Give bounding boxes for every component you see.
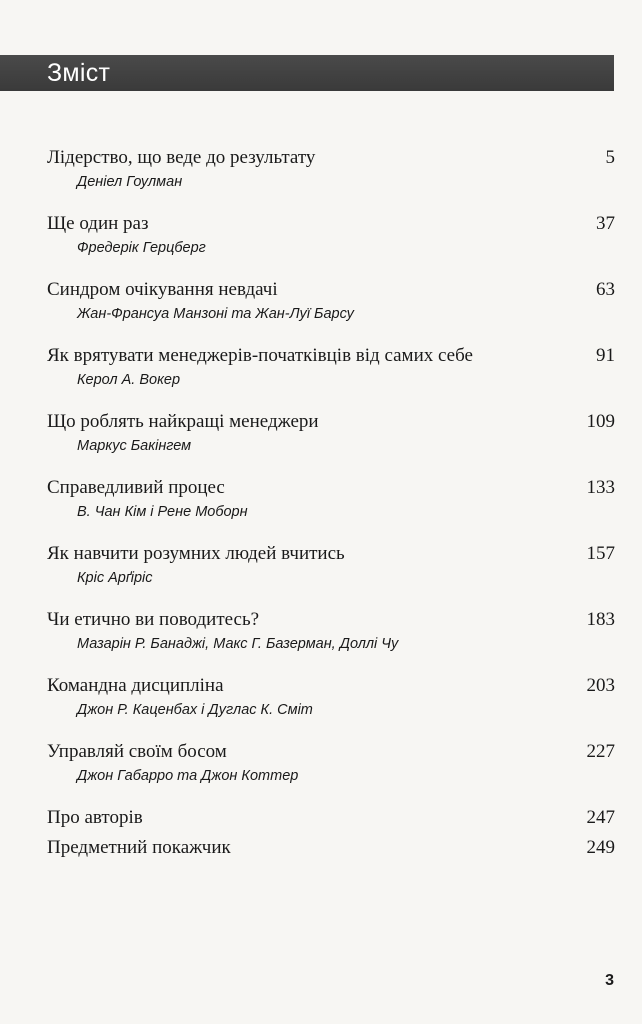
- toc-entry-title: Про авторів: [47, 807, 143, 828]
- toc-entry-author: Керол А. Вокер: [77, 372, 181, 388]
- toc-entry-page: 227: [586, 741, 615, 762]
- toc-entry-author: Жан-Франсуа Манзоні та Жан-Луї Барсу: [77, 306, 354, 322]
- toc-entry[interactable]: [47, 740, 615, 786]
- toc-entry[interactable]: [47, 608, 615, 654]
- toc-entry-page: 5: [605, 147, 615, 168]
- toc-entry-author: Деніел Гоулман: [77, 174, 183, 190]
- toc-entry-title: Справедливий процес: [47, 477, 225, 498]
- toc-entry-title: Як врятувати менеджерів-початківців від самих себе: [47, 345, 473, 366]
- toc-entry[interactable]: [47, 344, 615, 390]
- toc-entry-author: Мазарін Р. Банаджі, Макс Г. Базерман, Доллі Чу: [77, 636, 399, 652]
- toc-entry-author: В. Чан Кім і Рене Моборн: [77, 504, 248, 520]
- page-number: 3: [605, 972, 614, 989]
- toc-entry-title: Командна дисципліна: [47, 675, 224, 696]
- toc-entry[interactable]: [47, 212, 615, 258]
- toc-entry-page: 249: [586, 837, 615, 858]
- toc-entry-title: Предметний покажчик: [47, 837, 231, 858]
- toc-entry-title: Що роблять найкращі менеджери: [47, 411, 319, 432]
- toc-entry[interactable]: [47, 146, 615, 192]
- toc-entry-title: Лідерство, що веде до результату: [47, 147, 316, 168]
- toc-entry-page: 247: [586, 807, 615, 828]
- toc-entry-author: Джон Р. Каценбах і Дуглас К. Сміт: [77, 702, 313, 718]
- toc-entry[interactable]: [47, 410, 615, 456]
- toc-entry-title: Чи етично ви поводитесь?: [47, 609, 260, 630]
- toc-entry-author: Фредерік Герцберг: [77, 240, 206, 256]
- toc-entry-author: Джон Габарро та Джон Коттер: [77, 768, 299, 784]
- toc-entry-page: 109: [586, 411, 615, 432]
- contents-header-bar: [0, 55, 614, 91]
- toc-entry-title: Ще один раз: [47, 213, 149, 234]
- toc-entry-page: 91: [596, 345, 615, 366]
- toc-entry-page: 203: [586, 675, 615, 696]
- toc-entry[interactable]: [47, 806, 615, 830]
- toc-entry-page: 37: [596, 213, 615, 234]
- toc-entry-title: Як навчити розумних людей вчитись: [47, 543, 345, 564]
- toc-entry[interactable]: [47, 674, 615, 720]
- toc-entry[interactable]: [47, 278, 615, 324]
- toc-entry-page: 63: [596, 279, 615, 300]
- toc-entry-title: Синдром очікування невдачі: [47, 279, 278, 300]
- toc-entry[interactable]: [47, 542, 615, 588]
- toc-entry-page: 157: [586, 543, 615, 564]
- toc-entry-author: Кріс Арґіріс: [77, 570, 153, 586]
- toc-entry-page: 183: [586, 609, 615, 630]
- table-of-contents: [47, 146, 615, 866]
- toc-entry-page: 133: [586, 477, 615, 498]
- toc-entry-author: Маркус Бакінгем: [77, 438, 192, 454]
- contents-title: Зміст: [47, 59, 111, 87]
- toc-entry[interactable]: [47, 836, 615, 860]
- toc-entry-title: Управляй своїм босом: [47, 741, 227, 762]
- toc-entry[interactable]: [47, 476, 615, 522]
